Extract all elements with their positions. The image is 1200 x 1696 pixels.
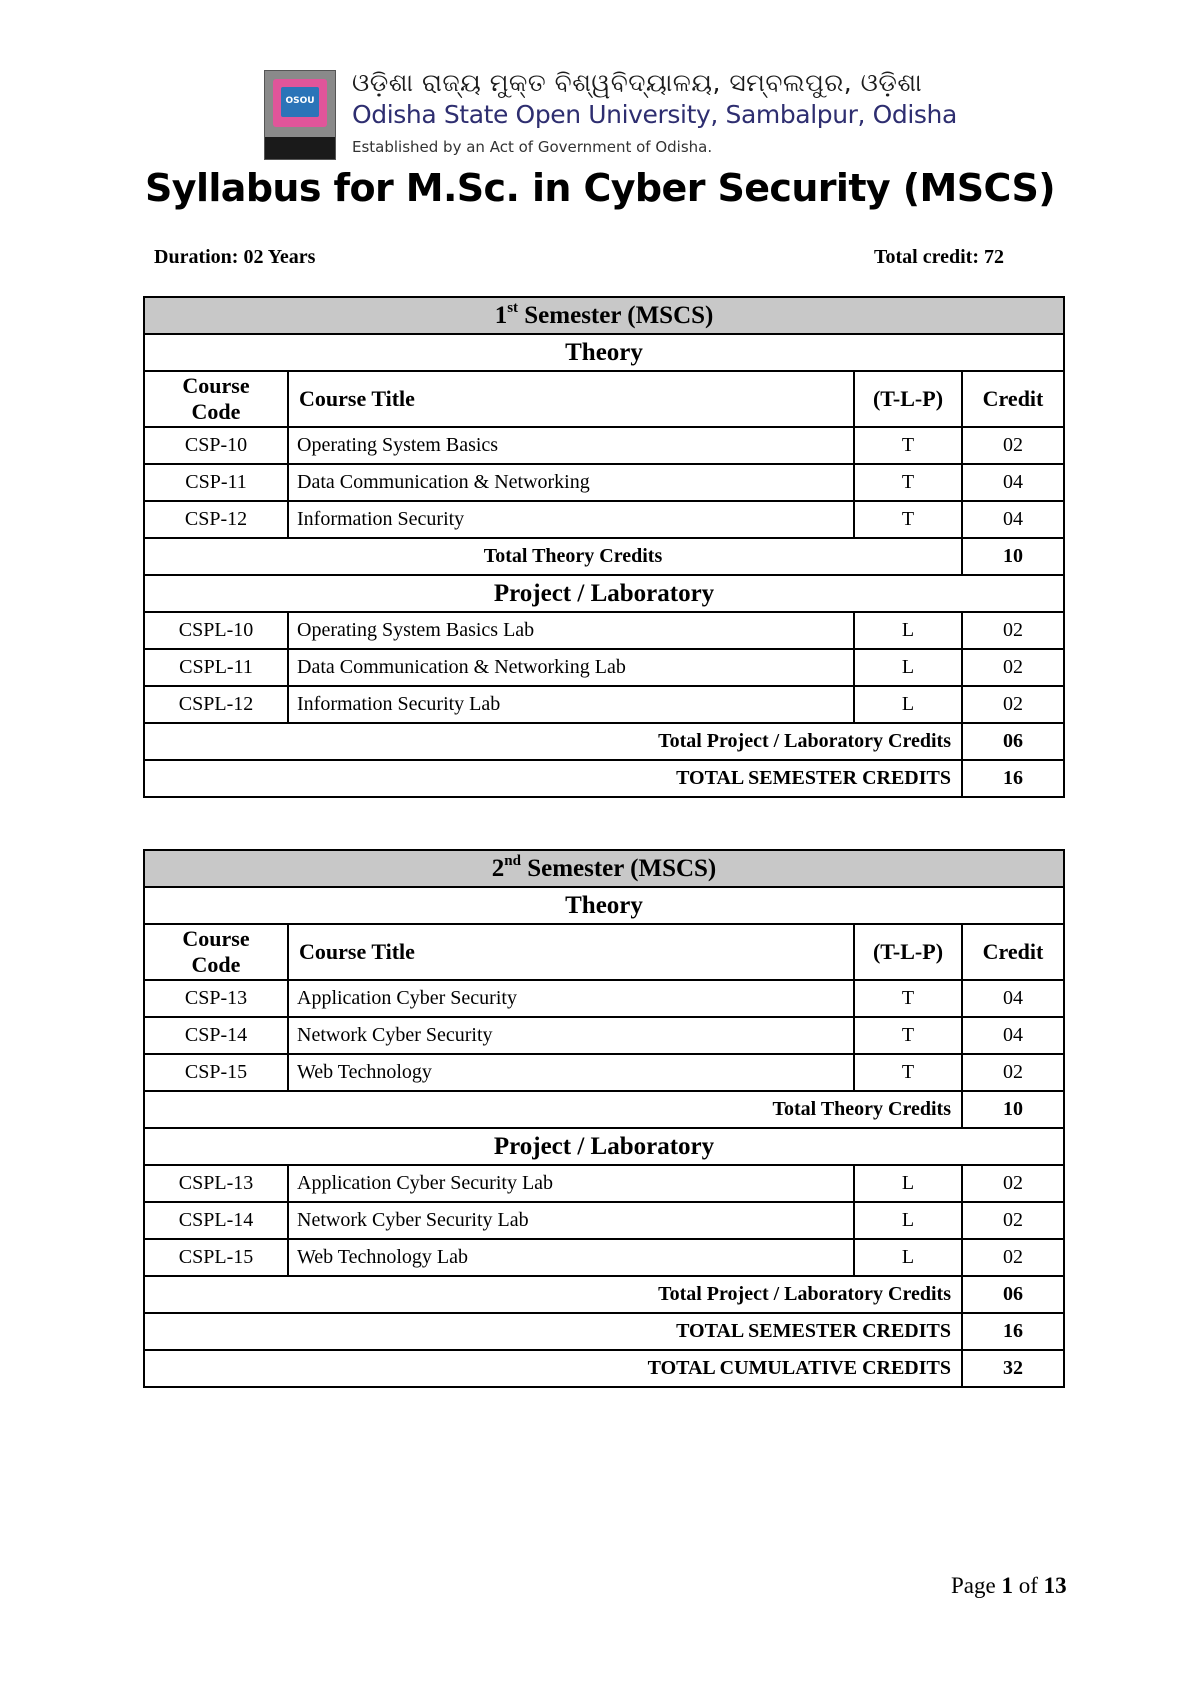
course-tlp: T [854, 464, 962, 501]
course-code: CSPL-12 [144, 686, 288, 723]
table-row [144, 501, 1064, 538]
course-code: CSP-11 [144, 464, 288, 501]
column-course-code: Course Code [144, 371, 288, 427]
lab-heading-row [144, 1128, 1064, 1165]
course-title: Application Cyber Security Lab [288, 1165, 854, 1202]
course-title: Network Cyber Security [288, 1017, 854, 1054]
total-theory-label: Total Theory Credits [144, 1091, 962, 1128]
table-row [144, 612, 1064, 649]
total-theory-row [144, 538, 1064, 575]
total-semester-row [144, 760, 1064, 797]
course-tlp: T [854, 980, 962, 1017]
course-tlp: T [854, 1017, 962, 1054]
theory-heading-row [144, 887, 1064, 924]
course-tlp: L [854, 1239, 962, 1276]
course-title: Information Security Lab [288, 686, 854, 723]
course-tlp: T [854, 501, 962, 538]
course-tlp: L [854, 649, 962, 686]
course-code: CSP-14 [144, 1017, 288, 1054]
course-tlp: L [854, 612, 962, 649]
column-header-row [144, 924, 1064, 980]
theory-heading-row [144, 334, 1064, 371]
semester-heading: 1st Semester (MSCS) [144, 297, 1064, 334]
university-logo [264, 70, 336, 160]
total-theory-value: 10 [962, 1091, 1064, 1128]
course-title: Data Communication & Networking Lab [288, 649, 854, 686]
course-credit: 02 [962, 1054, 1064, 1091]
course-title: Web Technology Lab [288, 1239, 854, 1276]
total-semester-row [144, 1313, 1064, 1350]
column-credit: Credit [962, 371, 1064, 427]
total-lab-value: 06 [962, 1276, 1064, 1313]
course-code: CSPL-11 [144, 649, 288, 686]
course-credit: 04 [962, 1017, 1064, 1054]
total-theory-row [144, 1091, 1064, 1128]
table-row [144, 649, 1064, 686]
column-course-title: Course Title [288, 371, 854, 427]
total-cumulative-row [144, 1350, 1064, 1387]
lab-heading: Project / Laboratory [144, 1128, 1064, 1165]
course-title: Operating System Basics [288, 427, 854, 464]
university-name-odia: ଓଡ଼ିଶା ରାଜ୍ୟ ମୁକ୍ତ ବିଶ୍ୱବିଦ୍ୟାଳୟ, ସମ୍ବଲପୁର, ଓଡ଼ିଶା [352, 68, 923, 97]
course-code: CSP-13 [144, 980, 288, 1017]
document-title: Syllabus for M.Sc. in Cyber Security (MSCS) [145, 166, 1055, 210]
course-credit: 02 [962, 427, 1064, 464]
course-credit: 02 [962, 649, 1064, 686]
semester-1-table [143, 296, 1065, 798]
semester-heading-row [144, 850, 1064, 887]
table-row [144, 686, 1064, 723]
total-lab-value: 06 [962, 723, 1064, 760]
established-note: Established by an Act of Government of Odisha. [352, 138, 713, 156]
theory-heading: Theory [144, 334, 1064, 371]
semester-heading: 2nd Semester (MSCS) [144, 850, 1064, 887]
total-credit: Total credit: 72 [874, 246, 1004, 268]
total-lab-row [144, 723, 1064, 760]
course-credit: 02 [962, 1239, 1064, 1276]
total-theory-value: 10 [962, 538, 1064, 575]
table-row [144, 427, 1064, 464]
logo-strip [265, 137, 335, 159]
column-course-code: Course Code [144, 924, 288, 980]
course-code: CSPL-13 [144, 1165, 288, 1202]
total-lab-label: Total Project / Laboratory Credits [144, 1276, 962, 1313]
course-credit: 04 [962, 501, 1064, 538]
table-row [144, 1054, 1064, 1091]
total-lab-row [144, 1276, 1064, 1313]
course-code: CSP-15 [144, 1054, 288, 1091]
total-cumulative-value: 32 [962, 1350, 1064, 1387]
total-lab-label: Total Project / Laboratory Credits [144, 723, 962, 760]
total-semester-label: TOTAL SEMESTER CREDITS [144, 1313, 962, 1350]
course-title: Network Cyber Security Lab [288, 1202, 854, 1239]
table-row [144, 1239, 1064, 1276]
column-header-row [144, 371, 1064, 427]
total-theory-label: Total Theory Credits [144, 538, 962, 575]
course-code: CSPL-15 [144, 1239, 288, 1276]
course-title: Application Cyber Security [288, 980, 854, 1017]
course-code: CSPL-14 [144, 1202, 288, 1239]
course-title: Data Communication & Networking [288, 464, 854, 501]
course-code: CSP-10 [144, 427, 288, 464]
logo-text: OSOU [285, 96, 315, 106]
course-credit: 02 [962, 1165, 1064, 1202]
course-code: CSP-12 [144, 501, 288, 538]
course-credit: 04 [962, 464, 1064, 501]
course-credit: 02 [962, 686, 1064, 723]
semester-2-table [143, 849, 1065, 1388]
lab-heading-row [144, 575, 1064, 612]
course-credit: 02 [962, 1202, 1064, 1239]
table-row [144, 980, 1064, 1017]
course-tlp: L [854, 1165, 962, 1202]
table-row [144, 464, 1064, 501]
page-number: Page 1 of 13 [951, 1573, 1067, 1598]
document-header [264, 68, 964, 160]
semester-heading-row [144, 297, 1064, 334]
course-title: Information Security [288, 501, 854, 538]
course-credit: 02 [962, 612, 1064, 649]
course-tlp: L [854, 686, 962, 723]
theory-heading: Theory [144, 887, 1064, 924]
course-tlp: L [854, 1202, 962, 1239]
table-row [144, 1165, 1064, 1202]
course-title: Web Technology [288, 1054, 854, 1091]
lab-heading: Project / Laboratory [144, 575, 1064, 612]
total-semester-value: 16 [962, 1313, 1064, 1350]
course-credit: 04 [962, 980, 1064, 1017]
total-semester-value: 16 [962, 760, 1064, 797]
column-tlp: (T-L-P) [854, 371, 962, 427]
column-tlp: (T-L-P) [854, 924, 962, 980]
course-title: Operating System Basics Lab [288, 612, 854, 649]
column-credit: Credit [962, 924, 1064, 980]
course-tlp: T [854, 1054, 962, 1091]
total-cumulative-label: TOTAL CUMULATIVE CREDITS [144, 1350, 962, 1387]
table-row [144, 1202, 1064, 1239]
total-semester-label: TOTAL SEMESTER CREDITS [144, 760, 962, 797]
course-code: CSPL-10 [144, 612, 288, 649]
course-tlp: T [854, 427, 962, 464]
duration: Duration: 02 Years [154, 246, 316, 268]
table-row [144, 1017, 1064, 1054]
column-course-title: Course Title [288, 924, 854, 980]
logo-book-emblem [273, 79, 327, 127]
university-name: Odisha State Open University, Sambalpur, Odisha [352, 100, 957, 129]
